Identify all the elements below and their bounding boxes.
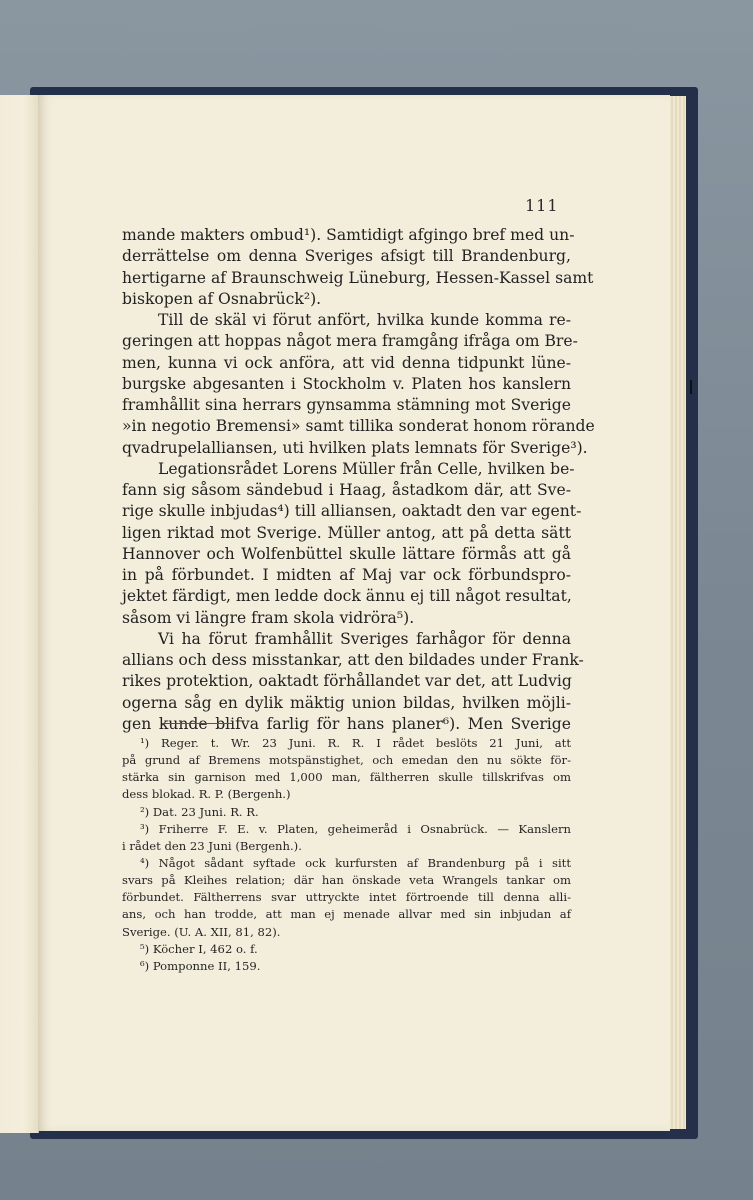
- body-line: gen kunde blifva farlig för hans planer⁶). Men Sverige: [122, 714, 571, 733]
- page-number: 111: [525, 196, 559, 215]
- footnote-line: ans, och han trodde, att man ej menade allvar med sin inbjudan af: [122, 907, 571, 922]
- body-line: burgske abgesanten i Stockholm v. Platen hos kanslern: [122, 374, 571, 393]
- footnote-line: dess blokad. R. P. (Bergenh.): [122, 787, 291, 802]
- body-line: rige skulle inbjudas⁴) till alliansen, oaktadt den var egent-: [122, 502, 582, 521]
- footnote-line: i rådet den 23 Juni (Bergenh.).: [122, 838, 302, 853]
- body-line: hertigarne af Braunschweig Lüneburg, Hessen-Kassel samt: [122, 268, 594, 287]
- footnote-line: ⁴) Något sådant syftade ock kurfursten af Brandenburg på i sitt: [140, 855, 571, 870]
- footnote-line: svars på Kleihes relation; där han önskade veta Wrangels tankar om: [122, 873, 571, 888]
- body-line: allians och dess misstankar, att den bildades under Frank-: [122, 651, 584, 669]
- body-line: mande makters ombud¹). Samtidigt afgingo bref med un-: [122, 226, 575, 244]
- body-line: fann sig såsom sändebud i Haag, åstadkom där, att Sve-: [122, 481, 571, 499]
- body-line: såsom vi längre fram skola vidröra⁵).: [122, 608, 415, 627]
- body-line: framhållit sina herrars gynsamma stämning mot Sverige: [122, 396, 571, 414]
- page-edges: [668, 96, 686, 1129]
- footnote-line: ³) Friherre F. E. v. Platen, geheimeråd i Osnabrück. — Kanslern: [140, 821, 571, 836]
- body-line: derrättelse om denna Sveriges afsigt till Brandenburg,: [122, 247, 571, 266]
- footnotes: [122, 735, 571, 975]
- footnote-line: Sverige. (U. A. XII, 81, 82).: [122, 924, 281, 939]
- body-line: men, kunna vi ock anföra, att vid denna tidpunkt lüne-: [122, 353, 571, 372]
- body-line: jektet färdigt, men ledde dock ännu ej till något resultat,: [122, 587, 572, 606]
- body-line: Till de skäl vi förut anfört, hvilka kunde komma re-: [158, 311, 571, 329]
- footnote-line: ⁶) Pomponne II, 159.: [140, 958, 261, 973]
- body-line: Legationsrådet Lorens Müller från Celle, hvilken be-: [158, 459, 575, 478]
- margin-mark: [690, 380, 692, 394]
- footnote-line: förbundet. Fältherrens svar uttryckte intet förtroende till denna alli-: [122, 890, 571, 905]
- footnote-line: ¹) Reger. t. Wr. 23 Juni. R. R. I rådet beslöts 21 Juni, att: [140, 736, 571, 750]
- body-line: biskopen af Osnabrück²).: [122, 289, 322, 308]
- body-line: in på förbundet. I midten af Maj var ock förbundspro-: [122, 566, 571, 584]
- body-line: »in negotio Bremensi» samt tillika sonderat honom rörande: [122, 417, 595, 436]
- body-line: Vi ha förut framhållit Sveriges farhågor för denna: [158, 629, 571, 648]
- body-line: rikes protektion, oaktadt förhållandet var det, att Ludvig: [122, 672, 572, 691]
- footnote-line: ⁵) Köcher I, 462 o. f.: [140, 941, 258, 956]
- footnote-rule: [162, 723, 232, 724]
- body-line: geringen att hoppas något mera framgång ifråga om Bre-: [122, 332, 578, 351]
- body-line: Hannover och Wolfenbüttel skulle lättare förmås att gå: [122, 544, 571, 563]
- body-line: ligen riktad mot Sverige. Müller antog, att på detta sätt: [122, 523, 571, 542]
- footnote-line: stärka sin garnison med 1,000 man, fältherren skulle tillskrifvas om: [122, 770, 571, 785]
- footnote-line: ²) Dat. 23 Juni. R. R.: [140, 804, 259, 819]
- body-line: ogerna såg en dylik mäktig union bildas, hvilken möjli-: [122, 693, 571, 712]
- body-line: qvadrupelalliansen, uti hvilken plats lemnats för Sverige³).: [122, 438, 588, 457]
- footnote-line: på grund af Bremens motspänstighet, och emedan den nu sökte för-: [122, 753, 571, 768]
- left-page-edge: [0, 95, 39, 1133]
- body-text: [122, 225, 595, 735]
